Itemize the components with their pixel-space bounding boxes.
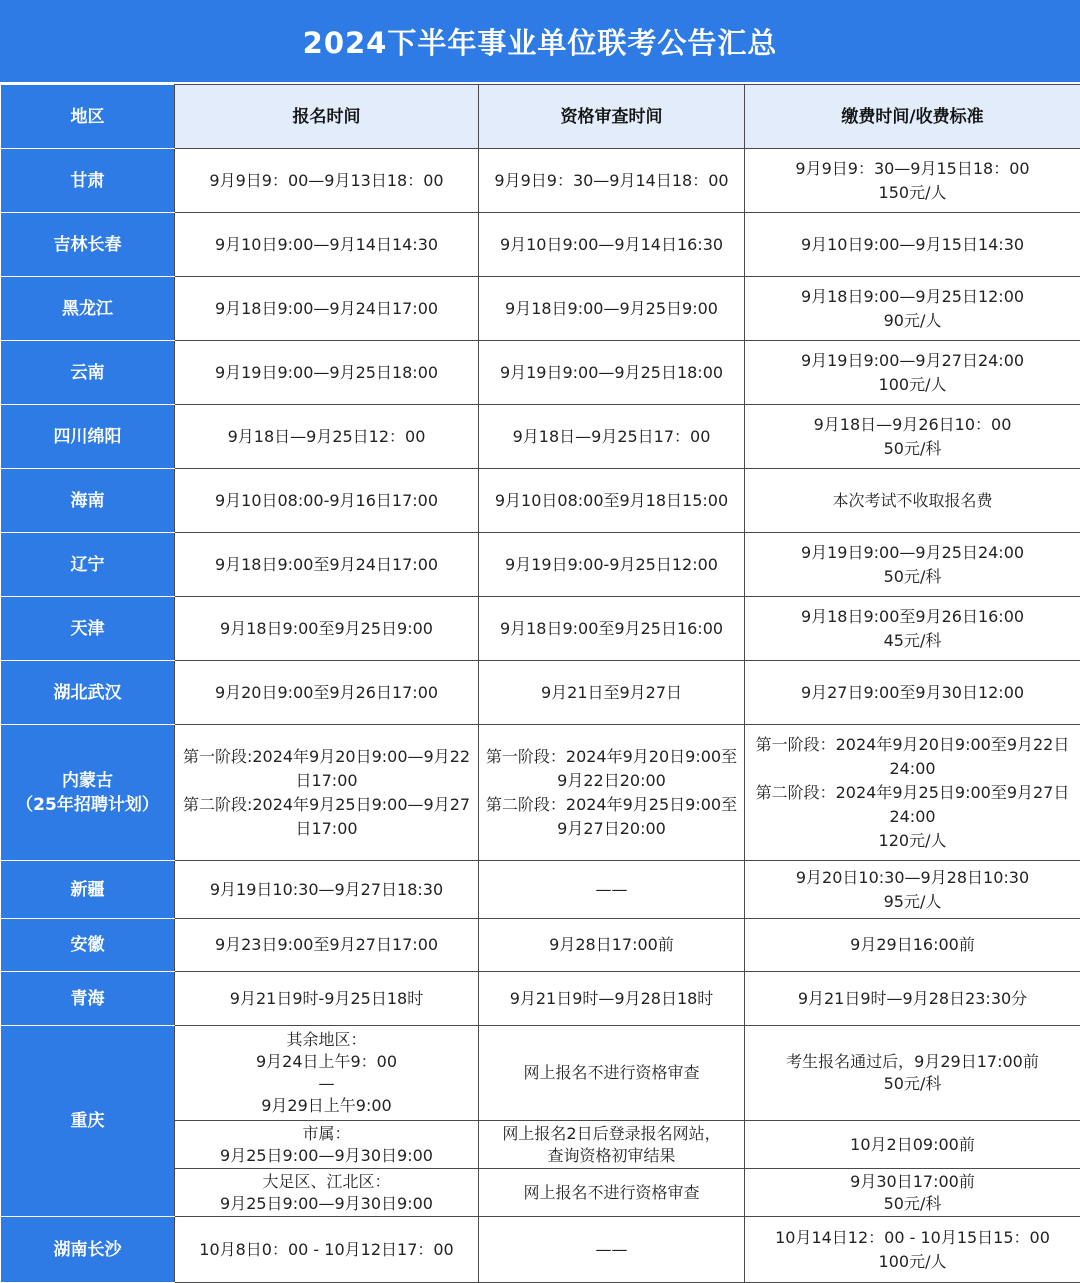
fee-cell (745, 405, 1080, 469)
registration-time-cell-line: 9月29日上午9:00 (261, 1096, 392, 1115)
fee-cell-line: 50元/科 (883, 1074, 942, 1093)
review-time-cell-line: 9月10日9:00—9月14日16:30 (499, 234, 724, 254)
review-time-cell (479, 1026, 745, 1121)
review-time-cell (479, 725, 745, 861)
region-cell (1, 277, 175, 341)
fee-cell (745, 277, 1080, 341)
region-cell-line: 海南 (70, 490, 105, 511)
table-row (1, 861, 1080, 919)
registration-time-cell-line: — (318, 1074, 335, 1093)
table-row (1, 213, 1080, 277)
registration-time-cell (175, 469, 479, 533)
fee-cell (745, 1217, 1080, 1283)
review-time-cell (479, 597, 745, 661)
registration-time-cell-line: 9月20日9:00至9月26日17:00 (214, 682, 439, 702)
region-cell-line: 甘肃 (70, 170, 105, 191)
table-header-row (1, 85, 1080, 149)
registration-time-cell (175, 533, 479, 597)
review-time-cell (479, 861, 745, 919)
review-time-cell-line: 9月22日20:00 (557, 770, 666, 790)
fee-cell (745, 661, 1080, 725)
fee-cell-line: 95元/人 (883, 891, 942, 911)
review-time-cell (479, 972, 745, 1026)
registration-time-cell-line: 9月23日9:00至9月27日17:00 (214, 935, 439, 954)
region-cell-line: 四川绵阳 (53, 426, 122, 447)
region-cell (1, 213, 175, 277)
review-time-cell (479, 213, 745, 277)
review-time-cell-line: 查询资格初审结果 (547, 1145, 676, 1165)
region-cell (1, 469, 175, 533)
registration-time-cell (175, 1121, 479, 1169)
table-row (1, 533, 1080, 597)
review-time-cell-line: 9月10日08:00至9月18日15:00 (494, 490, 729, 510)
registration-time-cell (175, 1169, 479, 1217)
table-row (1, 149, 1080, 213)
fee-cell (745, 1026, 1080, 1121)
review-time-cell-line: —— (595, 1239, 628, 1259)
fee-cell (745, 597, 1080, 661)
region-cell-line: （25年招聘计划） (16, 794, 159, 815)
registration-time-cell (175, 919, 479, 972)
fee-cell-line: 9月19日9:00—9月25日24:00 (800, 542, 1025, 562)
review-time-cell-line: 网上报名2日后登录报名网站， (502, 1123, 721, 1143)
header-region: 地区 (1, 85, 175, 149)
review-time-cell (479, 149, 745, 213)
fee-cell-line: 45元/科 (883, 630, 942, 650)
registration-time-cell-line: 日17:00 (295, 818, 358, 838)
exam-table-body (1, 85, 1080, 1283)
review-time-cell-line: 网上报名不进行资格审查 (523, 1182, 700, 1202)
review-time-cell (479, 533, 745, 597)
fee-cell-line: 24:00 (889, 758, 936, 778)
region-cell (1, 1217, 175, 1283)
registration-time-cell-line: 9月25日9:00—9月30日9:00 (220, 1145, 433, 1165)
registration-time-cell-line: 9月19日9:00—9月25日18:00 (214, 362, 439, 382)
registration-time-cell (175, 277, 479, 341)
table-row (1, 597, 1080, 661)
region-cell-line: 辽宁 (70, 554, 105, 575)
region-cell (1, 725, 175, 861)
registration-time-cell-line: 其余地区： (286, 1030, 367, 1049)
review-time-cell-line: 9月19日9:00-9月25日12:00 (505, 554, 718, 574)
review-time-cell-line: 9月9日9：30—9月14日18：00 (494, 170, 729, 190)
table-row (1, 469, 1080, 533)
table-row (1, 972, 1080, 1026)
review-time-cell-line: 9月28日17:00前 (549, 935, 674, 954)
table-row (1, 1026, 1080, 1121)
region-cell (1, 533, 175, 597)
registration-time-cell-line: 9月24日上午9：00 (255, 1052, 398, 1071)
registration-time-cell-line: 9月10日9:00—9月14日14:30 (214, 234, 439, 254)
fee-cell-line: 10月2日09:00前 (850, 1134, 975, 1154)
region-cell (1, 405, 175, 469)
registration-time-cell (175, 597, 479, 661)
page-title: 2024下半年事业单位联考公告汇总 (0, 0, 1080, 84)
header-fee-time: 缴费时间/收费标准 (745, 85, 1080, 149)
table-row (1, 405, 1080, 469)
fee-cell-line: 120元/人 (878, 830, 947, 850)
registration-time-cell (175, 341, 479, 405)
registration-time-cell (175, 149, 479, 213)
region-cell-line: 湖北武汉 (53, 682, 122, 703)
registration-time-cell-line: 9月19日10:30—9月27日18:30 (209, 879, 444, 899)
table-row (1, 919, 1080, 972)
registration-time-cell (175, 972, 479, 1026)
region-cell (1, 661, 175, 725)
registration-time-cell-line: 市属： (302, 1123, 351, 1143)
review-time-cell-line: 9月18日—9月25日17：00 (512, 426, 711, 446)
table-row (1, 661, 1080, 725)
fee-cell-line: 9月18日9:00至9月26日16:00 (800, 606, 1025, 626)
fee-cell-line: 考生报名通过后，9月29日17:00前 (786, 1052, 1039, 1071)
fee-cell-line: 9月20日10:30—9月28日10:30 (795, 867, 1030, 887)
fee-cell (745, 149, 1080, 213)
fee-cell-line: 100元/人 (878, 1251, 947, 1271)
region-cell-line: 吉林长春 (53, 234, 122, 255)
region-cell-line: 安徽 (70, 935, 105, 955)
region-cell: 重庆 (1, 1026, 175, 1217)
registration-time-cell-line: 第二阶段:2024年9月25日9:00—9月27 (182, 794, 471, 814)
review-time-cell (479, 341, 745, 405)
region-cell-line: 云南 (70, 362, 105, 383)
review-time-cell (479, 405, 745, 469)
review-time-cell-line: 9月21日至9月27日 (540, 682, 683, 702)
review-time-cell-line: 9月21日9时—9月28日18时 (509, 988, 714, 1008)
fee-cell (745, 972, 1080, 1026)
review-time-cell (479, 1217, 745, 1283)
fee-cell-line: 24:00 (889, 806, 936, 826)
fee-cell-line: 9月21日9时—9月28日23:30分 (797, 988, 1028, 1008)
registration-time-cell (175, 1217, 479, 1283)
region-cell (1, 341, 175, 405)
review-time-cell-line: 第一阶段：2024年9月20日9:00至 (485, 746, 738, 766)
header-review-time: 资格审查时间 (479, 85, 745, 149)
fee-cell-line: 50元/科 (883, 438, 942, 458)
fee-cell (745, 725, 1080, 861)
fee-cell (745, 1121, 1080, 1169)
table-row (1, 277, 1080, 341)
registration-time-cell-line: 9月18日—9月25日12：00 (227, 426, 426, 446)
registration-time-cell-line: 10月8日0：00 - 10月12日17：00 (199, 1239, 454, 1259)
registration-time-cell (175, 861, 479, 919)
fee-cell (745, 861, 1080, 919)
registration-time-cell-line: 9月18日9:00至9月25日9:00 (220, 618, 433, 638)
review-time-cell-line: 9月27日20:00 (557, 818, 666, 838)
fee-cell-line: 90元/人 (883, 310, 942, 330)
review-time-cell-line: 9月19日9:00—9月25日18:00 (499, 362, 724, 382)
fee-cell-line: 第二阶段：2024年9月25日9:00至9月27日 (755, 782, 1070, 802)
review-time-cell (479, 469, 745, 533)
registration-time-cell-line: 9月18日9:00—9月24日17:00 (214, 298, 439, 318)
table-row (1, 725, 1080, 861)
fee-cell-line: 9月19日9:00—9月27日24:00 (800, 350, 1025, 370)
fee-cell-line: 第一阶段：2024年9月20日9:00至9月22日 (755, 734, 1070, 754)
fee-cell-line: 50元/科 (883, 566, 942, 586)
fee-cell-line: 本次考试不收取报名费 (832, 490, 993, 510)
fee-cell-line: 9月29日16:00前 (850, 935, 975, 954)
region-cell-line: 湖南长沙 (53, 1239, 122, 1260)
registration-time-cell-line: 日17:00 (295, 770, 358, 790)
review-time-cell (479, 919, 745, 972)
fee-cell-line: 9月27日9:00至9月30日12:00 (800, 682, 1025, 702)
fee-cell-line: 9月10日9:00—9月15日14:30 (800, 234, 1025, 254)
region-cell-line: 天津 (70, 618, 105, 639)
region-cell-line: 青海 (70, 988, 105, 1009)
fee-cell (745, 1169, 1080, 1217)
registration-time-cell-line: 第一阶段:2024年9月20日9:00—9月22 (182, 746, 471, 766)
review-time-cell (479, 1121, 745, 1169)
region-cell (1, 597, 175, 661)
registration-time-cell (175, 725, 479, 861)
fee-cell-line: 150元/人 (878, 182, 947, 202)
review-time-cell-line: 9月18日9:00至9月25日16:00 (499, 618, 724, 638)
region-cell (1, 972, 175, 1026)
fee-cell-line: 9月30日17:00前 (850, 1171, 975, 1191)
fee-cell (745, 213, 1080, 277)
region-cell-line: 内蒙古 (62, 770, 113, 791)
fee-cell (745, 533, 1080, 597)
review-time-cell (479, 277, 745, 341)
fee-cell (745, 341, 1080, 405)
registration-time-cell (175, 213, 479, 277)
registration-time-cell-line: 9月21日9时-9月25日18时 (229, 988, 424, 1008)
registration-time-cell (175, 405, 479, 469)
review-time-cell (479, 661, 745, 725)
fee-cell-line: 10月14日12：00 - 10月15日15：00 (775, 1227, 1050, 1247)
fee-cell (745, 469, 1080, 533)
fee-cell-line: 100元/人 (878, 374, 947, 394)
region-cell-line: 黑龙江 (62, 298, 113, 319)
review-time-cell-line: —— (595, 879, 628, 899)
registration-time-cell (175, 1026, 479, 1121)
fee-cell (745, 919, 1080, 972)
registration-time-cell-line: 9月10日08:00-9月16日17:00 (214, 490, 439, 510)
review-time-cell-line: 网上报名不进行资格审查 (523, 1063, 700, 1082)
registration-time-cell-line: 9月18日9:00至9月24日17:00 (214, 554, 439, 574)
fee-cell-line: 9月18日—9月26日10：00 (813, 414, 1012, 434)
review-time-cell-line: 9月18日9:00—9月25日9:00 (505, 298, 718, 318)
fee-cell-line: 50元/科 (883, 1193, 942, 1213)
fee-cell-line: 9月9日9：30—9月15日18：00 (795, 158, 1030, 178)
fee-cell-line: 9月18日9:00—9月25日12:00 (800, 286, 1025, 306)
table-row (1, 341, 1080, 405)
registration-time-cell-line: 大足区、江北区： (262, 1171, 391, 1191)
table-row (1, 1217, 1080, 1283)
registration-time-cell (175, 661, 479, 725)
region-cell (1, 861, 175, 919)
region-cell (1, 919, 175, 972)
review-time-cell-line: 第二阶段：2024年9月25日9:00至 (485, 794, 738, 814)
header-registration-time: 报名时间 (175, 85, 479, 149)
region-cell (1, 149, 175, 213)
registration-time-cell-line: 9月25日9:00—9月30日9:00 (220, 1193, 433, 1213)
registration-time-cell-line: 9月9日9：00—9月13日18：00 (209, 170, 444, 190)
region-cell-line: 新疆 (70, 879, 105, 900)
review-time-cell (479, 1169, 745, 1217)
exam-table (0, 84, 1080, 1283)
